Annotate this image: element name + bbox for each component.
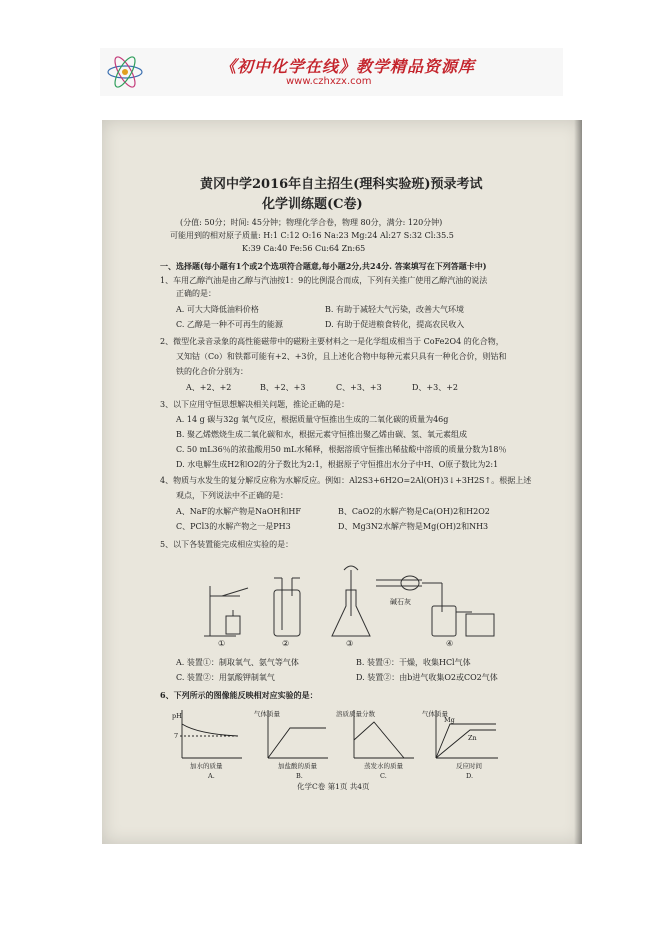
- q1-option-d: D. 有助于促进粮食转化，提高农民收入: [325, 320, 465, 329]
- q2-option-b: B、+2、+3: [260, 383, 306, 392]
- q2-option-a: A、+2、+2: [186, 383, 232, 392]
- q2-stem-1: 2、微型化录音录象的高性能磁带中的磁粉主要材料之一是化学组成相当于 CoFe2O4 的化合物，: [160, 337, 504, 346]
- q3-option-b: B. 聚乙烯燃烧生成二氧化碳和水，根据元素守恒推出聚乙烯由碳、氢、氧元素组成: [176, 430, 467, 439]
- q5-stem: 5、以下各装置能完成相应实验的是：: [160, 540, 294, 549]
- q6-a-tick: 7: [174, 732, 179, 740]
- q6-b-ylabel: 气体质量: [254, 710, 280, 718]
- q5-lime-tag: 碱石灰: [390, 598, 411, 606]
- banner-url: www.czhxzx.com: [286, 76, 372, 87]
- q5-option-d: D. 装置②：由b进气收集O2或CO2气体: [356, 673, 498, 682]
- q3-option-a: A. 14 g 碳与32g 氧气反应，根据质量守恒推出生成的二氧化碳的质量为46g: [176, 415, 449, 424]
- q5-option-c: C. 装置②：用氯酸钾制氧气: [176, 673, 275, 682]
- q4-option-d: D、Mg3N2水解产物是Mg(OH)2和NH3: [338, 522, 489, 531]
- q4-option-c: C、PCl3的水解产物之一是PH3: [176, 522, 291, 531]
- q1-stem-1: 1、车用乙醇汽油是由乙醇与汽油按1：9的比例混合而成，下列有关推广使用乙醇汽油的说法: [160, 276, 488, 285]
- q2-option-c: C、+3、+3: [336, 383, 382, 392]
- q6-a-xlabel: 加水的质量: [190, 762, 223, 770]
- q5-apparatus-figure: [196, 556, 506, 648]
- q1-option-a: A. 可大大降低油料价格: [176, 305, 259, 314]
- q2-stem-3: 铁的化合价分别为：: [176, 367, 248, 376]
- atom-logo-icon: [104, 51, 146, 93]
- q6-a-ylabel: pH: [172, 712, 182, 720]
- q3-option-d: D. 水电解生成H2和O2的分子数比为2:1，根据原子守恒推出水分子中H、O原子数比为2:1: [176, 460, 499, 469]
- q6-d-ylabel: 气体质量: [422, 710, 448, 718]
- exam-info: (分值: 50分；时间: 45分钟；物理化学合卷，物理 80分，满分: 120分钟): [180, 218, 443, 227]
- q6-a-letter: A.: [208, 772, 215, 780]
- q6-b-xlabel: 加盐酸的质量: [278, 762, 317, 770]
- q6-b-letter: B.: [296, 772, 303, 780]
- q6-d-xlabel: 反应时间: [456, 762, 482, 770]
- atomic-masses-line1: 可能用到的相对原子质量: H:1 C:12 O:16 Na:23 Mg:24 Al:27 S:32 Cl:35.5: [170, 231, 454, 240]
- q6-graphs-figure: [168, 700, 508, 780]
- q5-label-2: ②: [282, 639, 290, 648]
- q6-c-ylabel: 溶质质量分数: [336, 710, 375, 718]
- q6-c-xlabel: 蒸发水的质量: [364, 762, 403, 770]
- q6-stem: 6、下列所示的图像能反映相对应实验的是：: [160, 690, 318, 700]
- q1-option-c: C. 乙醇是一种不可再生的能源: [176, 320, 283, 329]
- q4-stem-2: 观点，下列说法中不正确的是：: [176, 491, 288, 500]
- page-footer: 化学C卷 第1页 共4页: [297, 782, 370, 791]
- q5-label-4: ④: [446, 639, 454, 648]
- q6-d-series-zn: Zn: [468, 734, 477, 742]
- q5-option-a: A. 装置①：制取氧气、氨气等气体: [176, 658, 299, 667]
- q4-option-a: A、NaF的水解产物是NaOH和HF: [176, 507, 301, 516]
- q1-option-b: B. 有助于减轻大气污染，改善大气环境: [325, 305, 464, 314]
- q5-label-1: ①: [218, 639, 226, 648]
- q2-stem-2: 又知钴（Co）和铁都可能有+2、+3价，且上述化合物中每种元素只具有一种化合价，则钴和: [176, 352, 507, 361]
- q1-stem-2: 正确的是：: [176, 289, 216, 298]
- banner-title: 《初中化学在线》教学精品资源库: [220, 57, 476, 76]
- atomic-masses-line2: K:39 Ca:40 Fe:56 Cu:64 Zn:65: [242, 244, 366, 253]
- section-heading: 一、选择题(每小题有1个或2个选项符合题意,每小题2分,共24分. 答案填写在下列答题卡中): [160, 261, 487, 271]
- q5-option-b: B. 装置④：干燥，收集HCl气体: [356, 658, 471, 667]
- q4-option-b: B、CaO2的水解产物是Ca(OH)2和H2O2: [338, 507, 490, 516]
- q6-d-series-mg: Mg: [444, 716, 455, 724]
- q5-label-3: ③: [346, 639, 354, 648]
- q4-stem-1: 4、物质与水发生的复分解反应称为水解反应。例如：Al2S3+6H2O=2Al(OH)3↓+3H2S↑。根据上述: [160, 476, 532, 485]
- q6-d-letter: D.: [466, 772, 474, 780]
- q6-c-letter: C.: [380, 772, 387, 780]
- q3-option-c: C. 50 mL36％的浓盐酸用50 mL水稀释，根据溶质守恒推出稀盐酸中溶质的质量分数为18％: [176, 445, 507, 454]
- q2-option-d: D、+3、+2: [412, 383, 458, 392]
- q3-stem: 3、以下应用守恒思想解决相关问题，推论正确的是：: [160, 400, 350, 409]
- exam-title: 黄冈中学2016年自主招生(理科实验班)预录考试: [200, 177, 483, 192]
- exam-subtitle: 化学训练题(C卷): [262, 197, 363, 212]
